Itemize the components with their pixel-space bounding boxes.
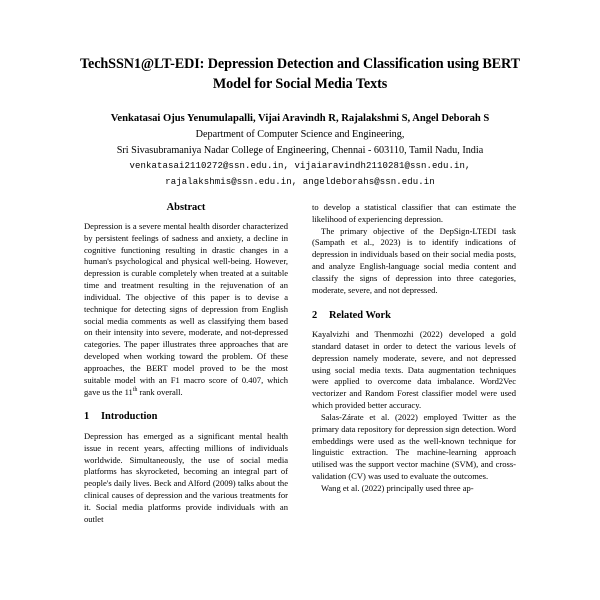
section-title-related-work: Related Work — [329, 309, 391, 321]
section-heading-introduction — [84, 411, 288, 423]
affiliation-institution: Sri Sivasubramaniya Nadar College of Engineering, Chennai - 603110, Tamil Nadu, India — [116, 144, 484, 156]
objective-paragraph: The primary objective of the DepSign-LTEDI task (Sampath et al., 2023) is to identify indications of depression in individuals based on their social media posts, and analyze English-language social media content and classify the signs of depression into three categories, moderate, severe, and not depressed. — [312, 225, 516, 295]
author-emails-line-1: venkatasai2110272@ssn.edu.in, vijaiaravindh2110281@ssn.edu.in, — [129, 161, 471, 172]
left-column — [84, 202, 288, 526]
abstract-text-main: Depression is a severe mental health disorder characterized by persistent feelings of sadness and anxiety, a decline in cognitive functioning resulting in drastic changes in a human's psychological and physical well-being. However, depression is curable completely when treated at a suitable time and treatment resulting in the rejuvenation of an individual. The objective of this paper is to devise a technique for detecting signs of depression from English social media comments as well as classifying them based on their intensity into severe, moderate, and not-depressed categories. The paper illustrates three approaches that are developed when working toward the problem. Of these approaches, the BERT model proved to be the most suitable model with an F1 macro score of 0.407, which gave us the 11 — [84, 221, 288, 397]
section-title-introduction: Introduction — [101, 411, 158, 423]
title-block — [0, 0, 600, 189]
abstract-text — [84, 221, 288, 398]
introduction-paragraph-1: Depression has emerged as a significant mental health issue in recent years, affecting millions of individuals worldwide. Simultaneously, the use of social media platforms has skyrocketed, becoming an integral part of people's daily lives. Beck and Alford (2009) talks about the clinical causes of depression and the various treatments for it. Social media platforms provide individuals with an outlet — [84, 430, 288, 524]
abstract-heading: Abstract — [166, 202, 206, 213]
affiliation-department: Department of Computer Science and Engineering, — [195, 129, 405, 141]
author-emails-line-2: rajalakshmis@ssn.edu.in, angeldeborahs@ssn.edu.in — [165, 176, 435, 187]
author-block — [62, 112, 538, 189]
related-work-paragraph-1: Kayalvizhi and Thenmozhi (2022) developed a gold standard dataset in order to detect the various levels of depression namely moderate, severe, and not depressed using social media texts. Data augmentation techniques were applied to overcome data imbalance. Word2Vec vectorizer and Random Forest classifier model were used which provided better accuracy. — [312, 329, 516, 411]
related-work-paragraph-2: Salas-Zárate et al. (2022) employed Twitter as the primary data repository for depression sign detection. Word embeddings were used as the well-known technique for linguistic extraction. The machine-learning approach utilised was the support vector machine (SVM), and cross-validation (CV) was used to evaluate the outcomes. — [312, 411, 516, 482]
section-number-related-work: 2 — [312, 309, 318, 321]
carryover-paragraph: to develop a statistical classifier that can estimate the likelihood of experiencing depression. — [312, 202, 516, 224]
right-column — [312, 202, 516, 526]
section-number-introduction: 1 — [84, 411, 90, 423]
section-heading-related-work — [312, 310, 516, 322]
rank-superscript: th — [132, 386, 138, 393]
page-title: TechSSN1@LT-EDI: Depression Detection and Classification using BERT Model for Social Media Texts — [79, 56, 521, 92]
related-work-paragraph-3: Wang et al. (2022) principally used three ap- — [321, 482, 474, 493]
abstract-text-tail: rank overall. — [137, 386, 183, 397]
body-columns — [0, 202, 600, 526]
author-names: Venkatasai Ojus Yenumulapalli, Vijai Aravindh R, Rajalakshmi S, Angel Deborah S — [110, 112, 490, 124]
